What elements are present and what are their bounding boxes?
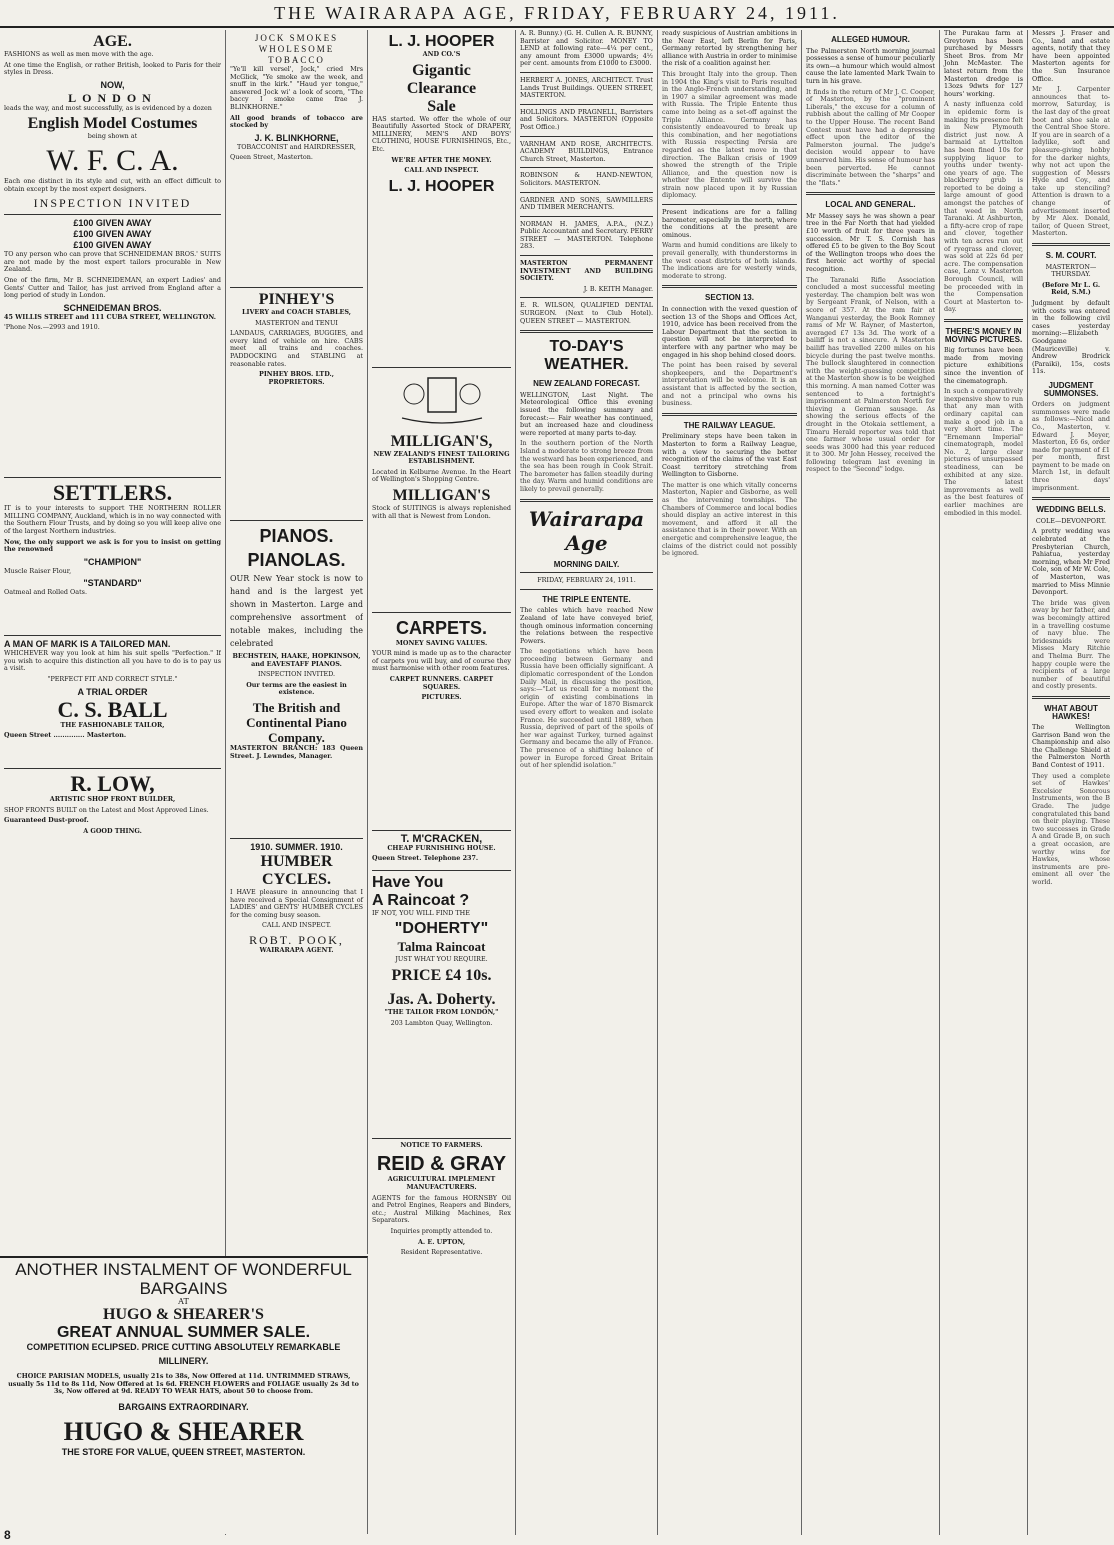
humour-body: The Palmerston North morning journal possesses a sense of humour peculiarly its own—a humour which would almost cause the late lamented Mark Twain to turn in his grave. xyxy=(806,46,935,85)
card-robinson: ROBINSON & HAND-NEWTON, Solicitors. MASTERTON. xyxy=(520,171,653,187)
pianos-terms: Our terms are the easiest in existence. xyxy=(246,680,347,697)
local-filler: The Taranaki Rifle Association concluded a most successful meeting yesterday. The champion belt was won by Sergeant Frank, of Nelson, with a score of 357. At the ram fair at Wanganui yesterday, the Book Romney rams of Mr W. Rayner, of Masterton, averaged £7 13s 3d. The work of a bailiff is not a sinecure. A Masterton bailiff has travelled 2200 miles on his bicycle during the past twelve months. The bullock slaughtered in connection with the weight-guessing competition at the Masterton show is to be weighed this morning. A man named Cotter was sentenced to a fortnight's imprisonment at Palmerston North for thieving a German sausage. As showing the serious effects of the drought in the Otokaia settlement, a Timaru Herald reporter was told that one farmer whose usual order for seeds was 3000 had this year reduced it to 300. Mr John Hessey, received the following telegram last evening in respect to the "Second" lodge. xyxy=(806,275,935,474)
raincoat-brand-sub: Talma Raincoat xyxy=(397,939,486,955)
hooper-tagline: WE'RE AFTER THE MONEY. xyxy=(391,155,492,164)
crest-icon xyxy=(392,370,492,425)
hugo-sale: GREAT ANNUAL SUMMER SALE. xyxy=(56,1323,311,1341)
card-society-sub: J. B. KEITH Manager. xyxy=(583,284,653,293)
summons-filler: Orders on judgment summonses were made as follows:—Nicol and Co., Masterton, v. Edward J. Meyer, Masterton, £6 6s, order made for payment of £1 per month, first payment to be made on March 1st, in default three days' imprisonment. xyxy=(1032,400,1110,492)
weather-subheading: NEW ZEALAND FORECAST. xyxy=(533,379,640,389)
hooper-sale2: Clearance xyxy=(406,79,477,97)
pictures-body: Big fortunes have been made from moving picture exhibitions since the invention of the cinematograph. xyxy=(944,346,1023,385)
milligan-body-2: Stock of SUITINGS is always replenished with all that is Newest from London. xyxy=(372,503,511,520)
pinhey-footer: PINHEY BROS. LTD., PROPRIETORS. xyxy=(259,370,334,386)
hugo-lines: CHOICE PARISIAN MODELS, usually 21s to 38s, Now Offered at 11d. UNTRIMMED STRAWS, usually 5s 11d to 8s 11d, Now Offered at 1s 6d. FRENCH FLOWERS and FOLIAGE usually 2s 3d to 3s, Now offered at 9d. READY TO WEAR HATS, about 50 to choose from. xyxy=(8,1371,359,1396)
entente-filler: The negotiations which have been proceeding between Germany and Russia have been officially significant. A diplomatic correspondent of the London Daily Mail, in discussing the position, says:—"Let us recall for a moment the origin of existing combinations in Europe. After the war of 1870 Bismarck used every effort to weaken and isolate France. He succeeded until 1889, when Russia, deprived of part of the spoils of her war against Turkey, turned against Germany and became the ally of France. The presence of a shifting balance of power in Europe forced Great Britain out of her splendid isolation." xyxy=(520,647,653,770)
pianos-branch: MASTERTON BRANCH: 183 Queen Street. J. Lewndes, Manager. xyxy=(230,743,363,760)
local-heading: LOCAL AND GENERAL. xyxy=(825,200,916,210)
hawkes-heading: WHAT ABOUT HAWKES! xyxy=(1044,703,1098,721)
hooper-sale1: Gigantic xyxy=(412,61,471,79)
humber-body: I HAVE pleasure in announcing that I have received a Special Consignment of LADIES' and GENTS' HUMBER CYCLES for the coming busy season. xyxy=(230,888,363,919)
milligan-body: Located in Kelburne Avenue. In the Heart of Wellington's Shopping Centre. xyxy=(372,467,511,484)
milligan-heading-2: MILLIGAN'S xyxy=(392,486,491,504)
column-3 xyxy=(368,30,516,1535)
milligan-heading: MILLIGAN'S, xyxy=(390,432,493,450)
col7-filler2: In such a comparatively inexpensive show to run that any man with ordinary capital can make a good job in a very short time. The "Ernemann Imperial" cinematograph, model No. 2, large clear pictures of unsurpassed steadiness, can be exhibited at any size. The latest improvements as well as the best features of earlier machines are embodied in this model. xyxy=(944,387,1023,517)
card-gardner: GARDNER AND SONS, SAWMILLERS AND TIMBER MERCHANTS. xyxy=(520,195,653,212)
court-judge: (Before Mr L. G. Reid, S.M.) xyxy=(1041,280,1101,297)
railway-heading: THE RAILWAY LEAGUE. xyxy=(683,420,776,430)
ball-tagline: "PERFECT FIT AND CORRECT STYLE." xyxy=(47,674,178,683)
hugo-bargains: BARGAINS EXTRAORDINARY. xyxy=(118,1402,249,1413)
pianos-makes: BECHSTEIN, HAAKE, HOPKINSON, and EAVESTAFF PIANOS. xyxy=(232,652,361,668)
hawkes-filler: They used a complete set of Hawkes' Excelsior Sonorous Instruments, won the B Grade. The judge congratulated this band on their playing. These two successes in Grade A and Grade B, on such a great occasion, are worthy wins for Hawkes, whose instruments are pre-eminent all over the world. xyxy=(1032,771,1110,886)
humber-ad xyxy=(230,839,363,962)
col5-filler1: This brought Italy into the group. Then in 1904 the King's visit to Paris resulted in the Anglo-French understanding, and in 1907 a similar agreement was made with Russia. The Triple Entente thus came into being as a set-off against the Triple Alliance. Germany has consistently endeavoured to break up this combination, and her negotiations with Russia respecting Persia are regarded as the latest move in that direction. The Balkan crisis of 1909 showed the strength of the Triple Alliance, and the question now is whether the Entente will survive the strain now placed upon it by Russian diplomacy. xyxy=(662,69,797,200)
raincoat-name-sub: "THE TAILOR FROM LONDON," xyxy=(384,1007,499,1016)
hugo-store: HUGO & SHEARER'S xyxy=(103,1305,264,1323)
hooper-ad xyxy=(372,30,511,368)
hawkes-body: The Wellington Garrison Band won the Championship and also the Challenge Shield at the Palmerston North Band Contest of 1911. xyxy=(1032,723,1110,770)
settlers-brand2: "STANDARD" xyxy=(83,578,142,589)
pinhey-ad xyxy=(230,288,363,521)
card-norman: NORMAN H. JAMES, A.P.A., (N.Z.) Public Accountant and Secretary. PERRY STREET — MASTERTON. Telephone 283. xyxy=(520,219,653,251)
jock-body: "Ye'll kill versel', Jock," cried Mrs McGlick, "Ye smoke aw the week, and snuff in the kirk." "Haud yer tongue," answered Jock wi' a look of scorn, "The baccy I smoke came frae J. BLINKHORNE." xyxy=(230,65,363,111)
wfca-heading: AGE. xyxy=(93,33,132,50)
card-bunny: A. R. Bunny.) (G. H. Cullen A. R. BUNNY, Barrister and Solicitor. MONEY TO LEND at following rate—4¼ per cent., any amount from £3000 upwards; 4½ per cent. amounts from £1000 to £3000. xyxy=(520,30,653,68)
weather-filler: In the southern portion of the North Island a moderate to strong breeze from the westward has been experienced, and the sea has been rough in Cook Strait. The barometer has fallen steadily during the day. Warm and humid conditions are likely to prevail generally. xyxy=(520,439,653,493)
jock-tagline: All good brands of tobacco are stocked by xyxy=(230,113,363,130)
pianos-ad xyxy=(230,521,363,839)
mccracken-address: Queen Street. Telephone 237. xyxy=(372,854,479,863)
col8-filler1: Mr J. Carpenter announces that to-morrow, Saturday, is the last day of the great boot and shoe sale at the Central Shoe Store. If you are in search of a ladylike, soft and pleasure-giving hobby for the darker nights, why not act upon the suggestion of Messrs Hyde and Coy., and take up stenciling? Attention is drawn to a change of advertisement inserted by Mr Alex. Donald, tailor, of Queen Street, Masterton. xyxy=(1032,85,1110,238)
hugo-headline: ANOTHER INSTALMENT OF WONDERFUL BARGAINS xyxy=(15,1260,352,1298)
farmers-agent: A. E. UPTON, xyxy=(417,1237,466,1246)
paper-date: FRIDAY, FEBRUARY 24, 1911. xyxy=(537,576,636,585)
hugo-footer-sub: THE STORE FOR VALUE, QUEEN STREET, MASTERTON. xyxy=(61,1447,306,1458)
col5-weather-cont: Present indications are for a falling barometer, especially in the north, where the conditions at the present are ominous. xyxy=(662,208,797,239)
wfca-line4: Each one distinct in its style and cut, with an effect difficult to obtain except by the most expert designers. xyxy=(4,176,221,193)
ball-ad xyxy=(4,636,221,769)
pianos-company: The British and Continental Piano Company. xyxy=(246,699,347,745)
weather-heading: TO-DAY'S WEATHER. xyxy=(544,338,629,374)
paper-name: Wairarapa Age xyxy=(528,506,645,555)
card-wilson: E. R. WILSON, QUALIFIED DENTAL SURGEON. (Next to Club Hotel). QUEEN STREET — MASTERTON. xyxy=(520,301,653,325)
hooper-body: HAS started. We offer the whole of our Beautifully Assorted Stock of DRAPERY, MILLINERY, MEN'S AND BOYS' CLOTHING, HOUSE FURNISHINGS, Etc., Etc. xyxy=(372,114,511,153)
hugo-shearer-ad xyxy=(0,1256,368,1534)
ball-heading: A MAN OF MARK IS A TAILORED MAN. xyxy=(4,639,171,650)
column-6 xyxy=(802,30,940,1535)
entente-body: The cables which have reached New Zealand of late have conveyed brief, though ominous information concerning the relations between the respective Powers. xyxy=(520,606,653,645)
humber-year: 1910. SUMMER. 1910. xyxy=(250,842,343,852)
jock-sub: TOBACCONIST and HAIRDRESSER, xyxy=(237,142,356,151)
paper-subheading: MORNING DAILY. xyxy=(553,559,620,569)
wfca-london: LONDON xyxy=(68,90,157,105)
schneideman-giveaway-1: £100 GIVEN AWAY xyxy=(73,218,152,229)
settlers-brand1-sub: Muscle Raiser Flour, xyxy=(4,566,72,575)
raincoat-h2: A Raincoat ? xyxy=(372,891,470,909)
humber-agent: ROBT. POOK, xyxy=(249,932,344,947)
court-heading: S. M. COURT. xyxy=(1045,251,1097,261)
wedding-sub: COLE—DEVONPORT. xyxy=(1035,516,1107,525)
card-varnham: VARNHAM AND ROSE, ARCHITECTS. ACADEMY BUILDINGS, Entrance Church Street, Masterton. xyxy=(520,139,653,163)
col7-body: The Purakau farm at Greytown has been purchased by Messrs Sheet Bros. from Mr John McMaster. The latest return from the Masterton dredge is 13ozs 9dwts for 127 hours' working. xyxy=(944,30,1023,98)
wfca-line3: leads the way, and most successfully, as is evidenced by a dozen xyxy=(4,103,212,112)
card-society: MASTERTON PERMANENT INVESTMENT AND BUILDING SOCIETY. xyxy=(520,259,653,283)
schneideman-intro: TO any person who can prove that SCHNEIDEMAN BROS.' SUITS are not made by the most expert tailors procurable in New Zealand. xyxy=(4,250,221,274)
low-closing: A GOOD THING. xyxy=(83,826,142,835)
hooper-sale3: Sale xyxy=(427,97,456,115)
column-4 xyxy=(516,30,658,1535)
pianos-h2: PIANOLAS. xyxy=(247,550,346,570)
hooper-name-2: L. J. HOOPER xyxy=(388,177,495,195)
page-marker: 8 xyxy=(4,1528,11,1542)
low-ad xyxy=(4,769,221,842)
schneideman-address: 45 WILLIS STREET and 111 CUBA STREET, WELLINGTON. xyxy=(4,312,217,321)
wfca-invited: INSPECTION INVITED xyxy=(33,196,192,211)
schneideman-phone: 'Phone Nos.—2993 and 1910. xyxy=(4,323,100,332)
carpets-sub: MONEY SAVING VALUES. xyxy=(395,638,488,647)
low-guarantee: Guaranteed Dust-proof. xyxy=(4,816,89,825)
farmers-sub: AGRICULTURAL IMPLEMENT MANUFACTURERS. xyxy=(387,1175,496,1191)
humber-invite: CALL AND INSPECT. xyxy=(261,921,332,930)
section13-heading: SECTION 13. xyxy=(705,293,754,303)
col5-filler2: Warm and humid conditions are likely to prevail generally, with thunderstorms in the west coast districts of both islands. The indications are for westerly winds, moderate to strong. xyxy=(662,241,797,280)
column-5 xyxy=(658,30,802,1535)
weather-body: WELLINGTON, Last Night. The Meteorological Office this evening issued the following summary and forecast:— Fair weather has continued, but an increased haze and cloudiness were reported at many parts to-day. xyxy=(520,390,653,437)
wfca-line1: FASHIONS as well as men move with the age. xyxy=(4,50,154,58)
court-body: Judgment by default with costs was entered in the following civil cases yesterday morning:—Elizabeth Goodgame (Mauriceville) v. Andrew Brodrick (Paraiki), 15s, costs 11s. xyxy=(1032,299,1110,376)
carpets-ad xyxy=(372,613,511,831)
column-7 xyxy=(940,30,1028,1535)
pianos-invited: INSPECTION INVITED. xyxy=(257,670,336,679)
railway-filler: The matter is one which vitally concerns Masterton, Napier and Gisborne, as well as the intervening townships. The Chambers of Commerce and local bodies should display an active interest in this movement, and afford it all the assistance that is in their power. With an energetic and comprehensive league, the claims of the district could not possibly be ignored. xyxy=(662,480,797,558)
ball-trial: A TRIAL ORDER xyxy=(77,686,148,697)
schneideman-giveaway-2: £100 GIVEN AWAY xyxy=(73,229,152,240)
humber-agent-sub: WAIRARAPA AGENT. xyxy=(259,945,334,954)
wedding-filler: The bride was given away by her father, and was becomingly attired in a travelling costume of navy blue. The bridesmaids were Misses Mary Ritchie and Thelma Burr. The happy couple were the recipients of a large number of beautiful and costly presents. xyxy=(1032,598,1110,691)
humber-heading: HUMBER CYCLES. xyxy=(260,853,333,888)
jock-name: J. K. BLINKHORNE, xyxy=(254,132,339,143)
carpets-runners: CARPET RUNNERS. CARPET SQUARES. xyxy=(389,674,494,691)
farmers-agent-sub: Resident Representative. xyxy=(400,1248,483,1257)
carpets-body: YOUR mind is made up as to the character of carpets you will buy, and of course they must harmonise with other room features. xyxy=(372,649,511,673)
raincoat-name: Jas. A. Doherty. xyxy=(387,990,496,1008)
raincoat-ad xyxy=(372,871,511,1139)
schneideman-ad xyxy=(4,215,221,478)
pianos-h1: PIANOS. xyxy=(259,526,334,546)
raincoat-body: IF NOT, YOU WILL FIND THE xyxy=(372,908,470,917)
farmers-body: AGENTS for the famous HORNSBY Oil and Petrol Engines, Reapers and Binders, etc.; Austral Milking Machines, Rex Separators. xyxy=(372,1193,511,1225)
hugo-section: MILLINERY. xyxy=(158,1355,209,1366)
ball-body: WHICHEVER way you look at him his suit spells "Perfection." If you wish to acquire this distinction all you have to do is to pay us a visit. xyxy=(4,649,221,673)
settlers-ad xyxy=(4,478,221,636)
pinhey-sub: LIVERY and COACH STABLES, xyxy=(241,308,351,316)
raincoat-price: PRICE £4 10s. xyxy=(391,966,492,984)
low-name: R. LOW, xyxy=(70,771,155,797)
settlers-heading: SETTLERS. xyxy=(52,480,173,506)
milligan-ad xyxy=(372,430,511,613)
wedding-heading: WEDDING BELLS. xyxy=(1036,505,1106,515)
jock-ad xyxy=(230,30,363,288)
wfca-store: W. F. C. A. xyxy=(46,143,179,177)
low-sub: ARTISTIC SHOP FRONT BUILDER, xyxy=(49,795,176,804)
schneideman-name: SCHNEIDEMAN BROS. xyxy=(63,302,162,313)
summons-heading: JUDGMENT SUMMONSES. xyxy=(1043,380,1099,398)
column-8 xyxy=(1028,30,1114,1535)
mccracken-sub: CHEAP FURNISHING HOUSE. xyxy=(387,843,496,852)
mccracken-name: T. M'CRACKEN, xyxy=(400,832,483,845)
settlers-body: IT is to your interests to support THE NORTHERN ROLLER MILLING COMPANY, Auckland, which is in no way connected with the Southern Flour Trusts, and by doing so you will keep alive one of the largest Northern industries. xyxy=(4,504,221,535)
farmers-name: REID & GRAY xyxy=(376,1153,507,1176)
railway-body: Preliminary steps have been taken in Masterton to form a Railway League, with a view to securing the better recognition of the claims of the vast East Coast territory stretching from Wellington to Gisborne. xyxy=(662,432,797,479)
schneideman-body: One of the firm, Mr B. SCHNEIDEMAN, an expert Ladies' and Gents' Cutter and Tailor, has just arrived from England after a long period of study in London. xyxy=(4,275,221,300)
humour-filler: It finds in the return of Mr J. C. Cooper, of Masterton, by the "prominent Liberals," the excuse for a column of rubbish about the calling of Mr Cooper to the Upper House. The recent Band Contest must have had a depressing effect upon the editor of the Palmerston journal. The judge's decision would appear to have unnerved him. His sense of humour has been perverted. He cannot discriminate between the "sharps" and the "flats." xyxy=(806,87,935,187)
jock-address: Queen Street, Masterton. xyxy=(230,153,313,162)
raincoat-tagline: JUST WHAT YOU REQUIRE. xyxy=(395,955,488,964)
carpets-pictures: PICTURES. xyxy=(421,693,462,702)
pinhey-body: LANDAUS, CARRIAGES, BUGGIES, and every kind of vehicle on hire. CABS meet all trains and coaches. PADDOCKING and STABLING at reasonable rates. xyxy=(230,329,363,368)
mccracken-ad xyxy=(372,831,511,871)
ball-sub: THE FASHIONABLE TAILOR, xyxy=(60,720,165,729)
section13-body: In connection with the vexed question of section 13 of the Shops and Offices Act, 1910, advice has been received from the Labour Department that the section in question will not be interpreted to interfere with any partner who may be engaged in his shop behind closed doors. xyxy=(662,305,797,359)
entente-heading: THE TRIPLE ENTENTE. xyxy=(542,594,631,604)
local-body: Mr Massey says he was shown a pear tree in the Far North that had yielded £10 worth of fruit for three years in succession. Mr T. S. Cornish has offered £5 to be given to the Boy Scout of the Wellington troops who does the first heroic act worthy of special recognition. xyxy=(806,211,935,274)
masthead: THE WAIRARAPA AGE, FRIDAY, FEBRUARY 24, 1911. xyxy=(0,0,1114,28)
hugo-tagline: COMPETITION ECLIPSED. PRICE CUTTING ABSOLUTELY REMARKABLE xyxy=(26,1341,341,1352)
low-body: SHOP FRONTS BUILT on the Latest and Most Approved Lines. xyxy=(4,805,209,814)
pinhey-heading: PINHEY'S xyxy=(258,291,335,308)
milligan-sub: NEW ZEALAND'S FINEST TAILORING ESTABLISHMENT. xyxy=(373,449,510,466)
col7-filler1: A nasty influenza cold in epidemic form is making its presence felt in New Plymouth district just now. A barmaid at Lyttelton has been fined 10s for supplying liquor to youths under twenty-one years of age. The blackberry grub is reported to be doing a large amount of good amongst the patches of that weed in North Taranaki. At Ashburton, a fifty-acre crop of rape and clover, together with ten acres run out of ryegrass and clover, was sold at 22s 6d per acre. The compensation case, Lenz v. Masterton Borough Council, will be proceeded with in the Compensation Court at Masterton to-day. xyxy=(944,100,1023,314)
settlers-tagline: Now, the only support we ask is for you to insist on getting the renowned xyxy=(4,537,221,554)
pianos-body: OUR New Year stock is now to hand and is the largest yet shown in Masterton. Large and comprehensive assortment of notable makes, including the celebrated xyxy=(230,574,363,648)
card-jones: HERBERT A. JONES, ARCHITECT. Trust Lands Trust Buildings. QUEEN STREET, MASTERTON. xyxy=(520,75,653,100)
settlers-brand2-sub: Oatmeal and Rolled Oats. xyxy=(4,588,87,597)
raincoat-address: 203 Lambton Quay, Wellington. xyxy=(390,1018,493,1027)
raincoat-h1: Have You xyxy=(372,873,444,891)
hooper-sub: AND CO.'S xyxy=(422,50,461,58)
wfca-costumes: English Model Costumes xyxy=(27,115,198,133)
ball-address: Queen Street .............. Masterton. xyxy=(4,731,127,740)
wfca-shown: being shown at xyxy=(87,132,138,141)
humour-heading: ALLEGED HUMOUR. xyxy=(831,35,910,44)
ball-name: C. S. BALL xyxy=(57,696,168,722)
wfca-ad xyxy=(4,30,221,215)
farmers-ad xyxy=(372,1139,511,1264)
wfca-line2: At one time the English, or rather British, looked to Paris for their styles in Dress. xyxy=(4,60,221,77)
crest-illustration xyxy=(372,368,511,430)
carpets-heading: CARPETS. xyxy=(395,617,487,638)
court-sub: MASTERTON—THURSDAY. xyxy=(1045,262,1097,279)
settlers-brand1: "CHAMPION" xyxy=(83,556,142,567)
card-hollings: HOLLINGS AND PRAGNELL, Barristers and Solicitors. MASTERTON (Opposite Post Office.) xyxy=(520,107,653,131)
wfca-now: NOW, xyxy=(100,79,125,90)
schneideman-giveaway-3: £100 GIVEN AWAY xyxy=(73,240,152,251)
pinhey-place: MASTERTON and TENUI xyxy=(255,318,338,327)
farmers-notice: NOTICE TO FARMERS. xyxy=(400,1140,483,1149)
raincoat-brand: "DOHERTY" xyxy=(394,920,489,938)
column-2 xyxy=(226,30,368,1254)
hooper-invite: CALL AND INSPECT. xyxy=(404,166,479,175)
hugo-at: AT xyxy=(178,1297,189,1306)
pictures-heading: THERE'S MONEY IN MOVING PICTURES. xyxy=(944,326,1023,344)
jock-heading: JOCK SMOKES WHOLESOME TOBACCO xyxy=(254,33,339,65)
hugo-footer-name: HUGO & SHEARER xyxy=(63,1417,304,1447)
col8-body: Messrs J. Fraser and Co., land and estate agents, notify that they have been appointed Masterton agents for the Sun Insurance Office. xyxy=(1032,30,1110,83)
farmers-invite: Inquiries promptly attended to. xyxy=(390,1226,493,1235)
wedding-body: A pretty wedding was celebrated at the Presbyterian Church, Pahiatua, yesterday morning, when Mr Fred Cole, son of Mr W. Cole, of Masterton, was married to Miss Minnie Devonport. xyxy=(1032,527,1110,597)
col5-body1: ready suspicious of Austrian ambitions in the Near East, left Berlin for Paris, Germany retorted by strengthening her alliance with Austria in order to minimise the risk of a coalition against her. xyxy=(662,30,797,68)
hooper-name: L. J. HOOPER xyxy=(388,33,495,50)
section13-filler: The point has been raised by several shopkeepers, and the Department's interpretation will be welcome. It is an assistant that is affected by the section, and not a principal who owns his business. xyxy=(662,361,797,408)
